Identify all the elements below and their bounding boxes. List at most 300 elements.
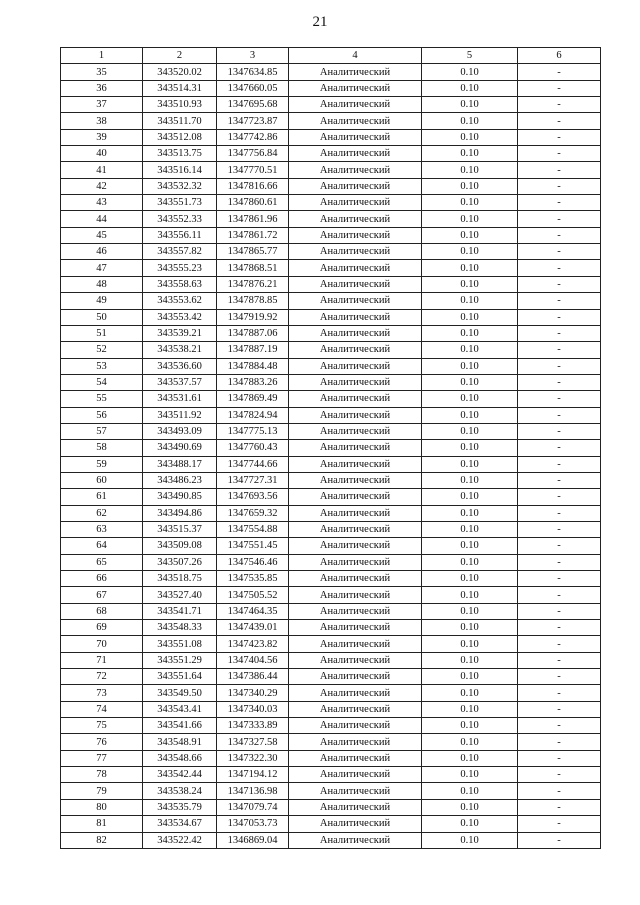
accuracy-cell: 0.10 bbox=[422, 146, 518, 162]
x-coordinate-cell: 343542.44 bbox=[143, 767, 217, 783]
y-coordinate-cell: 1347860.61 bbox=[217, 195, 289, 211]
accuracy-cell: 0.10 bbox=[422, 64, 518, 80]
y-coordinate-cell: 1347136.98 bbox=[217, 783, 289, 799]
note-cell: - bbox=[518, 505, 601, 521]
table-row bbox=[61, 309, 601, 325]
accuracy-cell: 0.10 bbox=[422, 783, 518, 799]
table-row bbox=[61, 244, 601, 260]
method-cell: Аналитический bbox=[289, 554, 422, 570]
y-coordinate-cell: 1347884.48 bbox=[217, 358, 289, 374]
point-number-cell: 74 bbox=[61, 701, 143, 717]
point-number-cell: 78 bbox=[61, 767, 143, 783]
method-cell: Аналитический bbox=[289, 489, 422, 505]
y-coordinate-cell: 1347723.87 bbox=[217, 113, 289, 129]
note-cell: - bbox=[518, 276, 601, 292]
y-coordinate-cell: 1347869.49 bbox=[217, 391, 289, 407]
method-cell: Аналитический bbox=[289, 652, 422, 668]
x-coordinate-cell: 343557.82 bbox=[143, 244, 217, 260]
table-row bbox=[61, 603, 601, 619]
table-row bbox=[61, 701, 601, 717]
point-number-cell: 41 bbox=[61, 162, 143, 178]
point-number-cell: 57 bbox=[61, 423, 143, 439]
table-row bbox=[61, 685, 601, 701]
note-cell: - bbox=[518, 636, 601, 652]
table-row bbox=[61, 587, 601, 603]
note-cell: - bbox=[518, 521, 601, 537]
table-row bbox=[61, 358, 601, 374]
note-cell: - bbox=[518, 178, 601, 194]
table-row bbox=[61, 80, 601, 96]
column-header: 4 bbox=[289, 48, 422, 64]
method-cell: Аналитический bbox=[289, 146, 422, 162]
note-cell: - bbox=[518, 113, 601, 129]
y-coordinate-cell: 1347386.44 bbox=[217, 669, 289, 685]
note-cell: - bbox=[518, 358, 601, 374]
point-number-cell: 81 bbox=[61, 816, 143, 832]
y-coordinate-cell: 1347887.06 bbox=[217, 325, 289, 341]
table-row bbox=[61, 538, 601, 554]
table-row bbox=[61, 227, 601, 243]
accuracy-cell: 0.10 bbox=[422, 342, 518, 358]
note-cell: - bbox=[518, 816, 601, 832]
note-cell: - bbox=[518, 685, 601, 701]
table-row bbox=[61, 669, 601, 685]
method-cell: Аналитический bbox=[289, 521, 422, 537]
x-coordinate-cell: 343553.62 bbox=[143, 293, 217, 309]
note-cell: - bbox=[518, 472, 601, 488]
note-cell: - bbox=[518, 64, 601, 80]
table-row bbox=[61, 767, 601, 783]
x-coordinate-cell: 343527.40 bbox=[143, 587, 217, 603]
method-cell: Аналитический bbox=[289, 309, 422, 325]
x-coordinate-cell: 343493.09 bbox=[143, 423, 217, 439]
y-coordinate-cell: 1347322.30 bbox=[217, 750, 289, 766]
method-cell: Аналитический bbox=[289, 669, 422, 685]
point-number-cell: 60 bbox=[61, 472, 143, 488]
method-cell: Аналитический bbox=[289, 391, 422, 407]
accuracy-cell: 0.10 bbox=[422, 260, 518, 276]
method-cell: Аналитический bbox=[289, 718, 422, 734]
method-cell: Аналитический bbox=[289, 260, 422, 276]
x-coordinate-cell: 343539.21 bbox=[143, 325, 217, 341]
y-coordinate-cell: 1347861.72 bbox=[217, 227, 289, 243]
x-coordinate-cell: 343541.66 bbox=[143, 718, 217, 734]
point-number-cell: 47 bbox=[61, 260, 143, 276]
note-cell: - bbox=[518, 571, 601, 587]
point-number-cell: 53 bbox=[61, 358, 143, 374]
table-row bbox=[61, 162, 601, 178]
x-coordinate-cell: 343511.70 bbox=[143, 113, 217, 129]
method-cell: Аналитический bbox=[289, 374, 422, 390]
note-cell: - bbox=[518, 309, 601, 325]
note-cell: - bbox=[518, 129, 601, 145]
accuracy-cell: 0.10 bbox=[422, 407, 518, 423]
x-coordinate-cell: 343537.57 bbox=[143, 374, 217, 390]
table-row bbox=[61, 554, 601, 570]
accuracy-cell: 0.10 bbox=[422, 701, 518, 717]
method-cell: Аналитический bbox=[289, 620, 422, 636]
y-coordinate-cell: 1347053.73 bbox=[217, 816, 289, 832]
method-cell: Аналитический bbox=[289, 636, 422, 652]
point-number-cell: 45 bbox=[61, 227, 143, 243]
point-number-cell: 43 bbox=[61, 195, 143, 211]
accuracy-cell: 0.10 bbox=[422, 358, 518, 374]
note-cell: - bbox=[518, 767, 601, 783]
y-coordinate-cell: 1347551.45 bbox=[217, 538, 289, 554]
method-cell: Аналитический bbox=[289, 195, 422, 211]
point-number-cell: 48 bbox=[61, 276, 143, 292]
x-coordinate-cell: 343516.14 bbox=[143, 162, 217, 178]
y-coordinate-cell: 1346869.04 bbox=[217, 832, 289, 848]
x-coordinate-cell: 343538.24 bbox=[143, 783, 217, 799]
point-number-cell: 76 bbox=[61, 734, 143, 750]
x-coordinate-cell: 343551.29 bbox=[143, 652, 217, 668]
note-cell: - bbox=[518, 391, 601, 407]
y-coordinate-cell: 1347919.92 bbox=[217, 309, 289, 325]
point-number-cell: 54 bbox=[61, 374, 143, 390]
accuracy-cell: 0.10 bbox=[422, 162, 518, 178]
x-coordinate-cell: 343518.75 bbox=[143, 571, 217, 587]
accuracy-cell: 0.10 bbox=[422, 211, 518, 227]
table-row bbox=[61, 276, 601, 292]
y-coordinate-cell: 1347340.03 bbox=[217, 701, 289, 717]
accuracy-cell: 0.10 bbox=[422, 521, 518, 537]
accuracy-cell: 0.10 bbox=[422, 80, 518, 96]
table-row bbox=[61, 293, 601, 309]
y-coordinate-cell: 1347464.35 bbox=[217, 603, 289, 619]
point-number-cell: 42 bbox=[61, 178, 143, 194]
point-number-cell: 58 bbox=[61, 440, 143, 456]
y-coordinate-cell: 1347878.85 bbox=[217, 293, 289, 309]
accuracy-cell: 0.10 bbox=[422, 816, 518, 832]
y-coordinate-cell: 1347660.05 bbox=[217, 80, 289, 96]
note-cell: - bbox=[518, 374, 601, 390]
accuracy-cell: 0.10 bbox=[422, 309, 518, 325]
method-cell: Аналитический bbox=[289, 587, 422, 603]
x-coordinate-cell: 343558.63 bbox=[143, 276, 217, 292]
x-coordinate-cell: 343548.33 bbox=[143, 620, 217, 636]
accuracy-cell: 0.10 bbox=[422, 129, 518, 145]
accuracy-cell: 0.10 bbox=[422, 227, 518, 243]
y-coordinate-cell: 1347439.01 bbox=[217, 620, 289, 636]
accuracy-cell: 0.10 bbox=[422, 195, 518, 211]
method-cell: Аналитический bbox=[289, 440, 422, 456]
x-coordinate-cell: 343514.31 bbox=[143, 80, 217, 96]
method-cell: Аналитический bbox=[289, 211, 422, 227]
x-coordinate-cell: 343488.17 bbox=[143, 456, 217, 472]
point-number-cell: 37 bbox=[61, 97, 143, 113]
accuracy-cell: 0.10 bbox=[422, 538, 518, 554]
y-coordinate-cell: 1347546.46 bbox=[217, 554, 289, 570]
x-coordinate-cell: 343555.23 bbox=[143, 260, 217, 276]
x-coordinate-cell: 343551.64 bbox=[143, 669, 217, 685]
note-cell: - bbox=[518, 832, 601, 848]
note-cell: - bbox=[518, 718, 601, 734]
table-row bbox=[61, 342, 601, 358]
x-coordinate-cell: 343534.67 bbox=[143, 816, 217, 832]
table-row bbox=[61, 325, 601, 341]
method-cell: Аналитический bbox=[289, 276, 422, 292]
y-coordinate-cell: 1347883.26 bbox=[217, 374, 289, 390]
y-coordinate-cell: 1347423.82 bbox=[217, 636, 289, 652]
point-number-cell: 35 bbox=[61, 64, 143, 80]
y-coordinate-cell: 1347404.56 bbox=[217, 652, 289, 668]
table-row bbox=[61, 620, 601, 636]
x-coordinate-cell: 343507.26 bbox=[143, 554, 217, 570]
accuracy-cell: 0.10 bbox=[422, 244, 518, 260]
point-number-cell: 50 bbox=[61, 309, 143, 325]
accuracy-cell: 0.10 bbox=[422, 685, 518, 701]
accuracy-cell: 0.10 bbox=[422, 472, 518, 488]
x-coordinate-cell: 343490.85 bbox=[143, 489, 217, 505]
accuracy-cell: 0.10 bbox=[422, 276, 518, 292]
table-row bbox=[61, 571, 601, 587]
method-cell: Аналитический bbox=[289, 816, 422, 832]
point-number-cell: 73 bbox=[61, 685, 143, 701]
note-cell: - bbox=[518, 799, 601, 815]
x-coordinate-cell: 343509.08 bbox=[143, 538, 217, 554]
method-cell: Аналитический bbox=[289, 178, 422, 194]
note-cell: - bbox=[518, 620, 601, 636]
note-cell: - bbox=[518, 325, 601, 341]
y-coordinate-cell: 1347760.43 bbox=[217, 440, 289, 456]
accuracy-cell: 0.10 bbox=[422, 505, 518, 521]
x-coordinate-cell: 343513.75 bbox=[143, 146, 217, 162]
column-header: 6 bbox=[518, 48, 601, 64]
x-coordinate-cell: 343543.41 bbox=[143, 701, 217, 717]
note-cell: - bbox=[518, 701, 601, 717]
accuracy-cell: 0.10 bbox=[422, 832, 518, 848]
y-coordinate-cell: 1347742.86 bbox=[217, 129, 289, 145]
column-header: 3 bbox=[217, 48, 289, 64]
x-coordinate-cell: 343553.42 bbox=[143, 309, 217, 325]
point-number-cell: 52 bbox=[61, 342, 143, 358]
method-cell: Аналитический bbox=[289, 162, 422, 178]
point-number-cell: 36 bbox=[61, 80, 143, 96]
point-number-cell: 39 bbox=[61, 129, 143, 145]
x-coordinate-cell: 343552.33 bbox=[143, 211, 217, 227]
note-cell: - bbox=[518, 244, 601, 260]
page-number: 21 bbox=[312, 14, 328, 30]
y-coordinate-cell: 1347756.84 bbox=[217, 146, 289, 162]
note-cell: - bbox=[518, 260, 601, 276]
x-coordinate-cell: 343548.66 bbox=[143, 750, 217, 766]
x-coordinate-cell: 343551.08 bbox=[143, 636, 217, 652]
y-coordinate-cell: 1347727.31 bbox=[217, 472, 289, 488]
accuracy-cell: 0.10 bbox=[422, 325, 518, 341]
method-cell: Аналитический bbox=[289, 129, 422, 145]
note-cell: - bbox=[518, 734, 601, 750]
table-row bbox=[61, 783, 601, 799]
point-number-cell: 59 bbox=[61, 456, 143, 472]
method-cell: Аналитический bbox=[289, 227, 422, 243]
table-row bbox=[61, 391, 601, 407]
x-coordinate-cell: 343532.32 bbox=[143, 178, 217, 194]
accuracy-cell: 0.10 bbox=[422, 456, 518, 472]
x-coordinate-cell: 343520.02 bbox=[143, 64, 217, 80]
accuracy-cell: 0.10 bbox=[422, 587, 518, 603]
point-number-cell: 55 bbox=[61, 391, 143, 407]
point-number-cell: 72 bbox=[61, 669, 143, 685]
table-row bbox=[61, 64, 601, 80]
note-cell: - bbox=[518, 342, 601, 358]
table-row bbox=[61, 456, 601, 472]
x-coordinate-cell: 343522.42 bbox=[143, 832, 217, 848]
method-cell: Аналитический bbox=[289, 538, 422, 554]
method-cell: Аналитический bbox=[289, 685, 422, 701]
method-cell: Аналитический bbox=[289, 456, 422, 472]
note-cell: - bbox=[518, 783, 601, 799]
table-row bbox=[61, 799, 601, 815]
note-cell: - bbox=[518, 195, 601, 211]
y-coordinate-cell: 1347505.52 bbox=[217, 587, 289, 603]
method-cell: Аналитический bbox=[289, 113, 422, 129]
method-cell: Аналитический bbox=[289, 799, 422, 815]
point-number-cell: 51 bbox=[61, 325, 143, 341]
table-row bbox=[61, 505, 601, 521]
y-coordinate-cell: 1347865.77 bbox=[217, 244, 289, 260]
x-coordinate-cell: 343556.11 bbox=[143, 227, 217, 243]
point-number-cell: 82 bbox=[61, 832, 143, 848]
accuracy-cell: 0.10 bbox=[422, 718, 518, 734]
accuracy-cell: 0.10 bbox=[422, 489, 518, 505]
table-row bbox=[61, 423, 601, 439]
table-row bbox=[61, 832, 601, 848]
accuracy-cell: 0.10 bbox=[422, 423, 518, 439]
point-number-cell: 79 bbox=[61, 783, 143, 799]
column-header: 5 bbox=[422, 48, 518, 64]
y-coordinate-cell: 1347744.66 bbox=[217, 456, 289, 472]
x-coordinate-cell: 343531.61 bbox=[143, 391, 217, 407]
x-coordinate-cell: 343510.93 bbox=[143, 97, 217, 113]
accuracy-cell: 0.10 bbox=[422, 440, 518, 456]
table-row bbox=[61, 178, 601, 194]
table-row bbox=[61, 440, 601, 456]
accuracy-cell: 0.10 bbox=[422, 178, 518, 194]
method-cell: Аналитический bbox=[289, 325, 422, 341]
y-coordinate-cell: 1347770.51 bbox=[217, 162, 289, 178]
table-row bbox=[61, 816, 601, 832]
table-row bbox=[61, 146, 601, 162]
y-coordinate-cell: 1347634.85 bbox=[217, 64, 289, 80]
method-cell: Аналитический bbox=[289, 701, 422, 717]
y-coordinate-cell: 1347340.29 bbox=[217, 685, 289, 701]
y-coordinate-cell: 1347887.19 bbox=[217, 342, 289, 358]
y-coordinate-cell: 1347079.74 bbox=[217, 799, 289, 815]
y-coordinate-cell: 1347327.58 bbox=[217, 734, 289, 750]
note-cell: - bbox=[518, 489, 601, 505]
accuracy-cell: 0.10 bbox=[422, 652, 518, 668]
x-coordinate-cell: 343535.79 bbox=[143, 799, 217, 815]
x-coordinate-cell: 343511.92 bbox=[143, 407, 217, 423]
y-coordinate-cell: 1347816.66 bbox=[217, 178, 289, 194]
point-number-cell: 69 bbox=[61, 620, 143, 636]
x-coordinate-cell: 343512.08 bbox=[143, 129, 217, 145]
point-number-cell: 61 bbox=[61, 489, 143, 505]
point-number-cell: 40 bbox=[61, 146, 143, 162]
x-coordinate-cell: 343551.73 bbox=[143, 195, 217, 211]
point-number-cell: 77 bbox=[61, 750, 143, 766]
point-number-cell: 49 bbox=[61, 293, 143, 309]
note-cell: - bbox=[518, 146, 601, 162]
method-cell: Аналитический bbox=[289, 571, 422, 587]
x-coordinate-cell: 343490.69 bbox=[143, 440, 217, 456]
x-coordinate-cell: 343486.23 bbox=[143, 472, 217, 488]
table-row bbox=[61, 750, 601, 766]
table-row bbox=[61, 195, 601, 211]
point-number-cell: 38 bbox=[61, 113, 143, 129]
point-number-cell: 80 bbox=[61, 799, 143, 815]
y-coordinate-cell: 1347333.89 bbox=[217, 718, 289, 734]
note-cell: - bbox=[518, 423, 601, 439]
method-cell: Аналитический bbox=[289, 342, 422, 358]
method-cell: Аналитический bbox=[289, 244, 422, 260]
y-coordinate-cell: 1347535.85 bbox=[217, 571, 289, 587]
point-number-cell: 75 bbox=[61, 718, 143, 734]
method-cell: Аналитический bbox=[289, 603, 422, 619]
x-coordinate-cell: 343538.21 bbox=[143, 342, 217, 358]
x-coordinate-cell: 343548.91 bbox=[143, 734, 217, 750]
table-row bbox=[61, 97, 601, 113]
accuracy-cell: 0.10 bbox=[422, 293, 518, 309]
table-row bbox=[61, 407, 601, 423]
accuracy-cell: 0.10 bbox=[422, 750, 518, 766]
method-cell: Аналитический bbox=[289, 80, 422, 96]
y-coordinate-cell: 1347876.21 bbox=[217, 276, 289, 292]
x-coordinate-cell: 343515.37 bbox=[143, 521, 217, 537]
note-cell: - bbox=[518, 162, 601, 178]
point-number-cell: 44 bbox=[61, 211, 143, 227]
method-cell: Аналитический bbox=[289, 750, 422, 766]
note-cell: - bbox=[518, 227, 601, 243]
method-cell: Аналитический bbox=[289, 358, 422, 374]
x-coordinate-cell: 343541.71 bbox=[143, 603, 217, 619]
x-coordinate-cell: 343494.86 bbox=[143, 505, 217, 521]
x-coordinate-cell: 343549.50 bbox=[143, 685, 217, 701]
accuracy-cell: 0.10 bbox=[422, 799, 518, 815]
note-cell: - bbox=[518, 293, 601, 309]
accuracy-cell: 0.10 bbox=[422, 636, 518, 652]
method-cell: Аналитический bbox=[289, 423, 422, 439]
y-coordinate-cell: 1347659.32 bbox=[217, 505, 289, 521]
point-number-cell: 67 bbox=[61, 587, 143, 603]
y-coordinate-cell: 1347695.68 bbox=[217, 97, 289, 113]
method-cell: Аналитический bbox=[289, 767, 422, 783]
note-cell: - bbox=[518, 456, 601, 472]
point-number-cell: 65 bbox=[61, 554, 143, 570]
accuracy-cell: 0.10 bbox=[422, 767, 518, 783]
y-coordinate-cell: 1347775.13 bbox=[217, 423, 289, 439]
point-number-cell: 62 bbox=[61, 505, 143, 521]
y-coordinate-cell: 1347194.12 bbox=[217, 767, 289, 783]
y-coordinate-cell: 1347824.94 bbox=[217, 407, 289, 423]
point-number-cell: 70 bbox=[61, 636, 143, 652]
method-cell: Аналитический bbox=[289, 832, 422, 848]
table-row bbox=[61, 734, 601, 750]
note-cell: - bbox=[518, 554, 601, 570]
table-row bbox=[61, 652, 601, 668]
note-cell: - bbox=[518, 97, 601, 113]
note-cell: - bbox=[518, 750, 601, 766]
table-row bbox=[61, 636, 601, 652]
point-number-cell: 63 bbox=[61, 521, 143, 537]
accuracy-cell: 0.10 bbox=[422, 554, 518, 570]
point-number-cell: 68 bbox=[61, 603, 143, 619]
coordinates-table bbox=[60, 47, 601, 849]
accuracy-cell: 0.10 bbox=[422, 391, 518, 407]
method-cell: Аналитический bbox=[289, 293, 422, 309]
method-cell: Аналитический bbox=[289, 734, 422, 750]
